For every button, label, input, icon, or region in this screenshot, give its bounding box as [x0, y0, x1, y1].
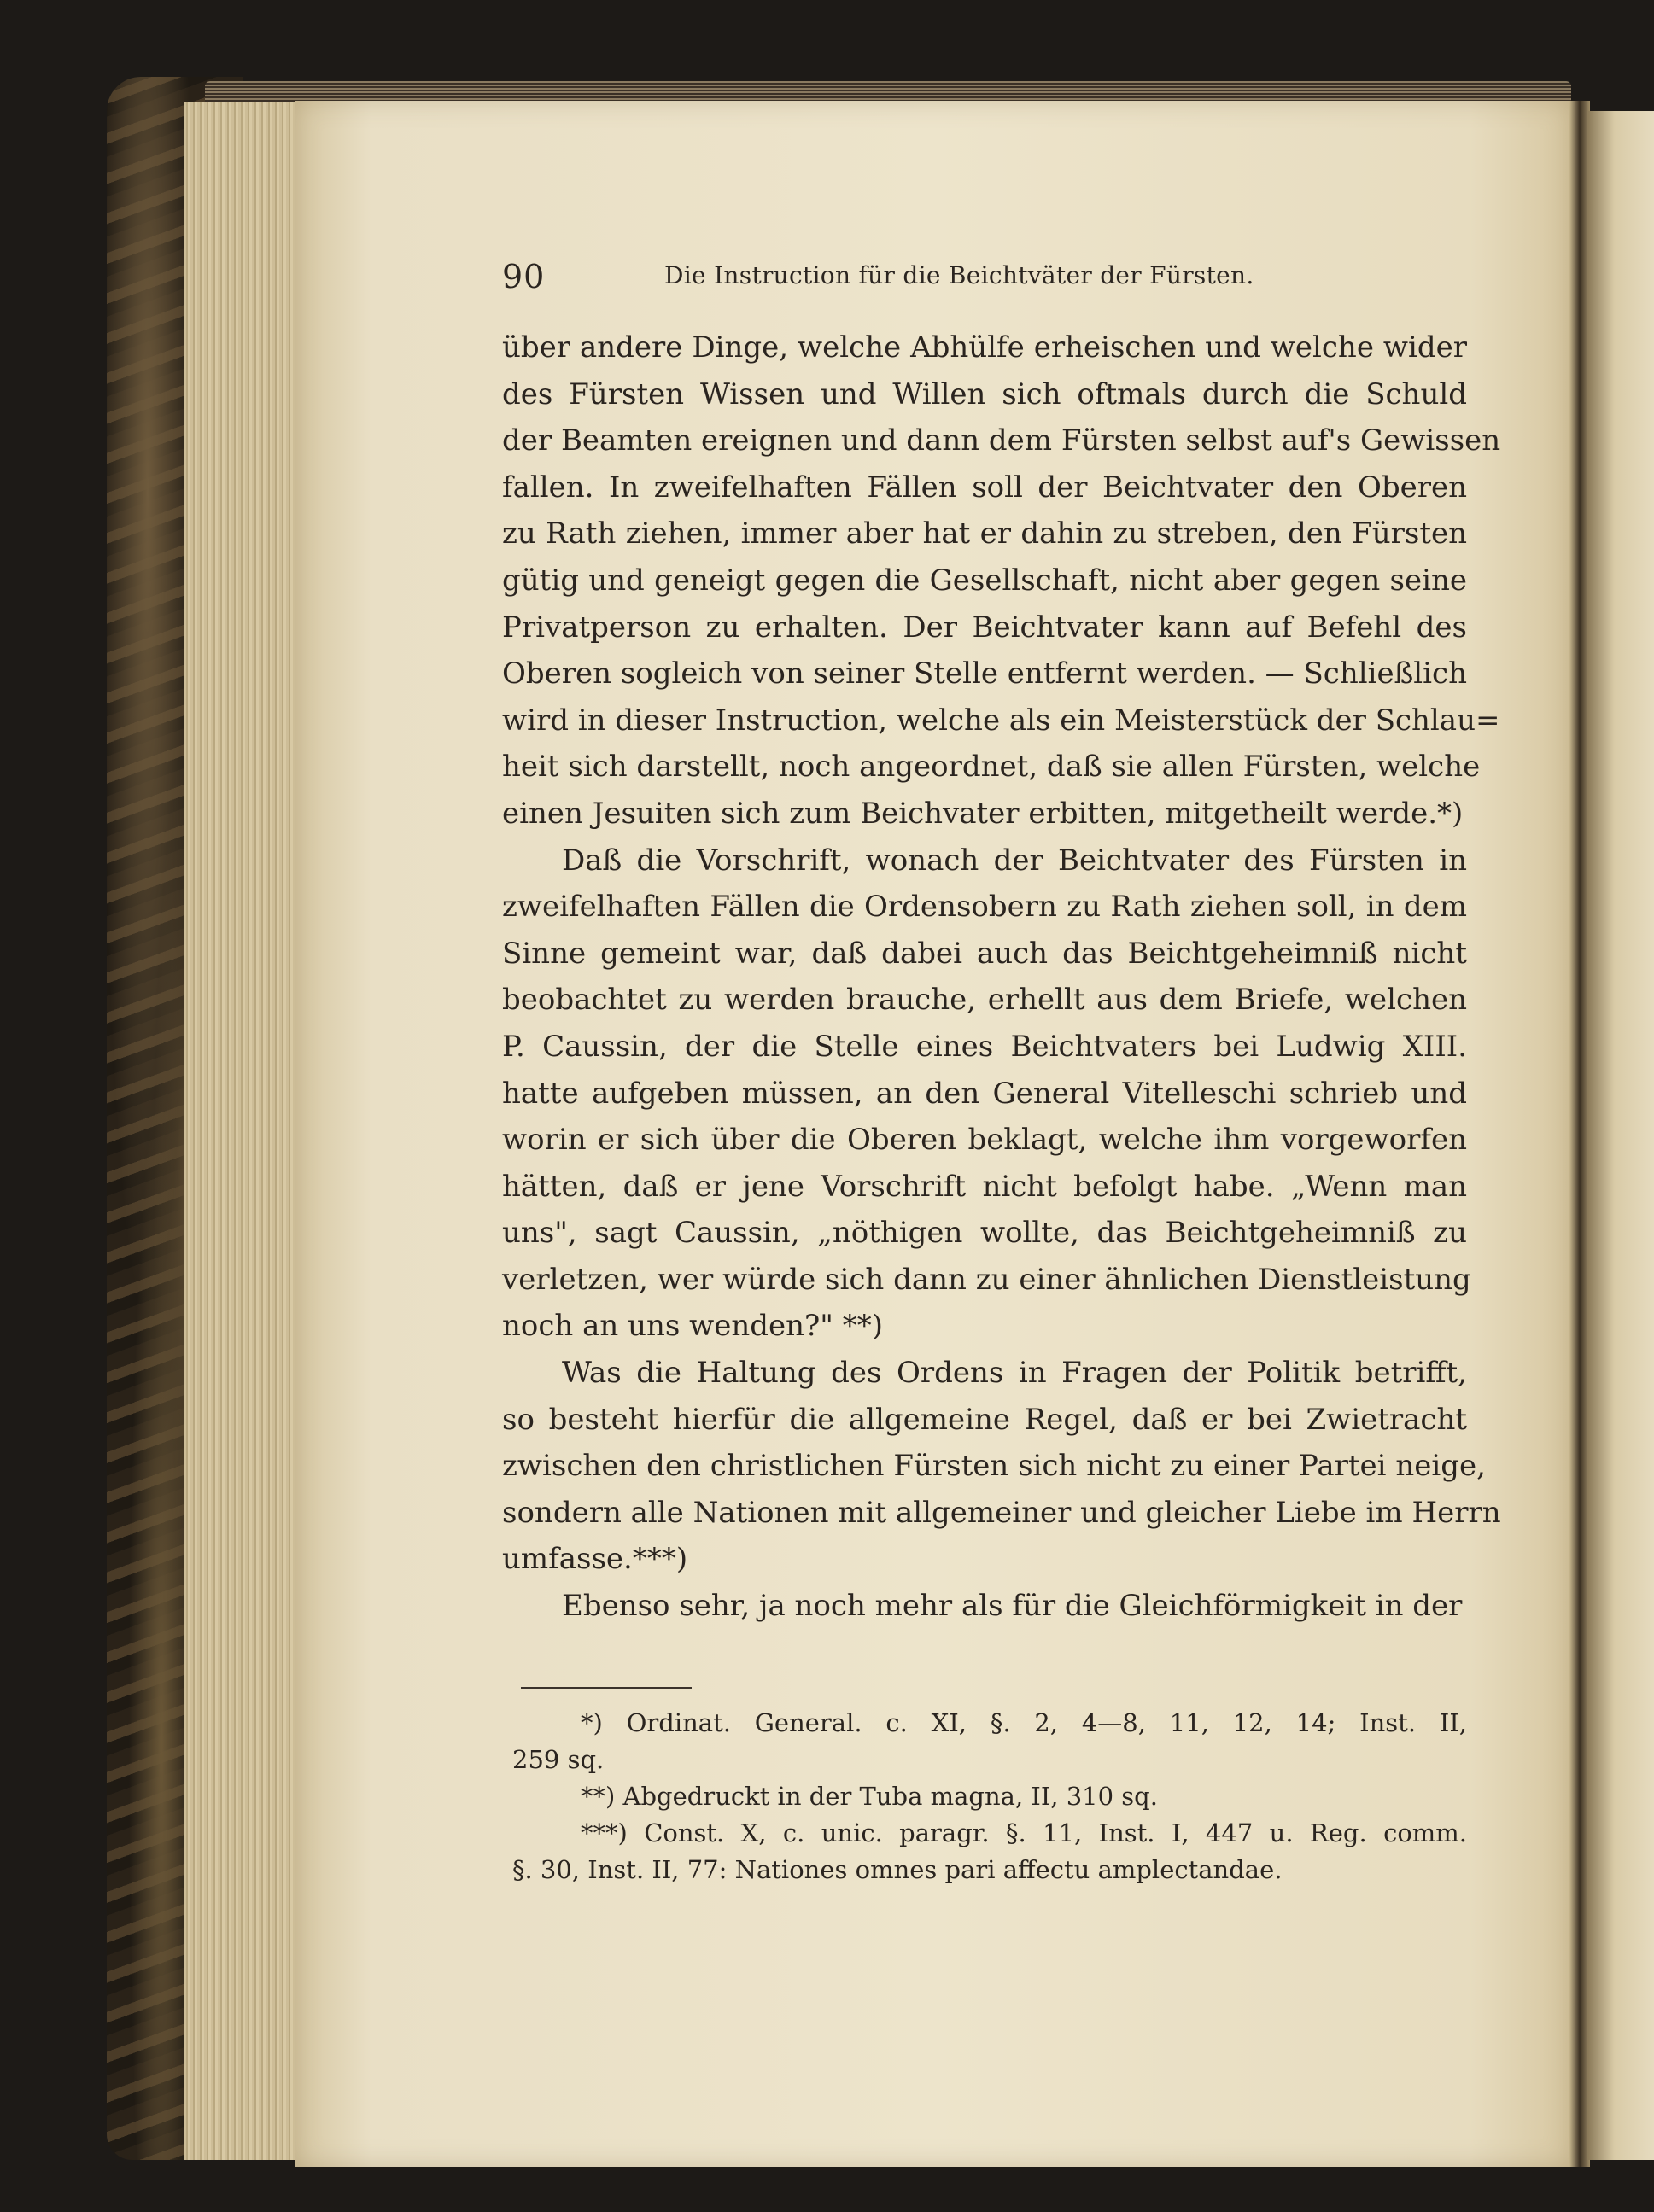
running-title: Die Instruction für die Beichtväter der Fürsten.: [664, 261, 1254, 289]
text-line: wird in dieser Instruction, welche als ein Meisterstück der Schlau=: [502, 703, 1500, 738]
main-text: [502, 324, 1501, 1630]
text-line: gütig und geneigt gegen die Gesellschaft, nicht aber gegen seine: [502, 563, 1467, 598]
text-line: Oberen sogleich von seiner Stelle entfernt werden. — Schließlich: [502, 657, 1467, 692]
text-line: fallen. In zweifelhaften Fällen soll der Beichtvater den Oberen: [502, 470, 1467, 505]
text-line: Privatperson zu erhalten. Der Beichtvater kann auf Befehl des: [502, 610, 1467, 645]
text-line: P. Caussin, der die Stelle eines Beichtvaters bei Ludwig XIII.: [502, 1029, 1467, 1064]
text-line: hatte aufgeben müssen, an den General Vitelleschi schrieb und: [502, 1076, 1467, 1111]
text-line: zwischen den christlichen Fürsten sich nicht zu einer Partei neige,: [502, 1449, 1486, 1484]
text-line: beobachtet zu werden brauche, erhellt aus dem Briefe, welchen: [502, 983, 1467, 1018]
text-line: Sinne gemeint war, daß dabei auch das Beichtgeheimniß nicht: [502, 936, 1467, 971]
text-line: so besteht hierfür die allgemeine Regel, daß er bei Zwietracht: [502, 1402, 1467, 1437]
text-line: zweifelhaften Fällen die Ordensobern zu Rath ziehen soll, in dem: [502, 890, 1467, 925]
footnote-line: *) Ordinat. General. c. XI, §. 2, 4—8, 11, 12, 14; Inst. II,: [581, 1708, 1467, 1737]
text-line: der Beamten ereignen und dann dem Fürsten selbst auf's Gewissen: [502, 423, 1501, 458]
text-line: noch an uns wenden?" **): [502, 1309, 883, 1344]
text-line: verletzen, wer würde sich dann zu einer ähnlichen Dienstleistung: [502, 1262, 1471, 1297]
text-line: umfasse.***): [502, 1542, 688, 1577]
paragraph-start-line: Was die Haltung des Ordens in Fragen der Politik betrifft,: [562, 1356, 1467, 1391]
footnote-divider: [521, 1687, 692, 1689]
text-line: hätten, daß er jene Vorschrift nicht befolgt habe. „Wenn man: [502, 1169, 1467, 1204]
paragraph-start-line: Ebenso sehr, ja noch mehr als für die Gleichförmigkeit in der: [562, 1589, 1463, 1624]
text-line: des Fürsten Wissen und Willen sich oftmals durch die Schuld: [502, 376, 1467, 411]
footnote-line: 259 sq.: [512, 1745, 605, 1774]
text-line: worin er sich über die Oberen beklagt, welche ihm vorgeworfen: [502, 1123, 1467, 1158]
paragraph-start-line: Daß die Vorschrift, wonach der Beichtvater des Fürsten in: [562, 843, 1467, 878]
page-header: [502, 258, 1467, 301]
text-line: über andere Dinge, welche Abhülfe erheischen und welche wider: [502, 330, 1467, 365]
footnote-line: **) Abgedruckt in der Tuba magna, II, 310 sq.: [581, 1782, 1158, 1811]
text-line: uns", sagt Caussin, „nöthigen wollte, das Beichtgeheimniß zu: [502, 1216, 1467, 1251]
text-line: einen Jesuiten sich zum Beichvater erbitten, mitgetheilt werde.*): [502, 796, 1464, 831]
text-line: heit sich darstellt, noch angeordnet, daß sie allen Fürsten, welche: [502, 750, 1481, 785]
footnotes: [512, 1705, 1467, 1888]
footnote-line: §. 30, Inst. II, 77: Nationes omnes pari affectu amplectandae.: [512, 1855, 1283, 1884]
text-line: zu Rath ziehen, immer aber hat er dahin zu streben, den Fürsten: [502, 517, 1467, 552]
page-number: 90: [502, 258, 546, 295]
footnote-line: ***) Const. X, c. unic. paragr. §. 11, Inst. I, 447 u. Reg. comm.: [581, 1818, 1467, 1847]
text-line: sondern alle Nationen mit allgemeiner und gleicher Liebe im Herrn: [502, 1495, 1501, 1530]
